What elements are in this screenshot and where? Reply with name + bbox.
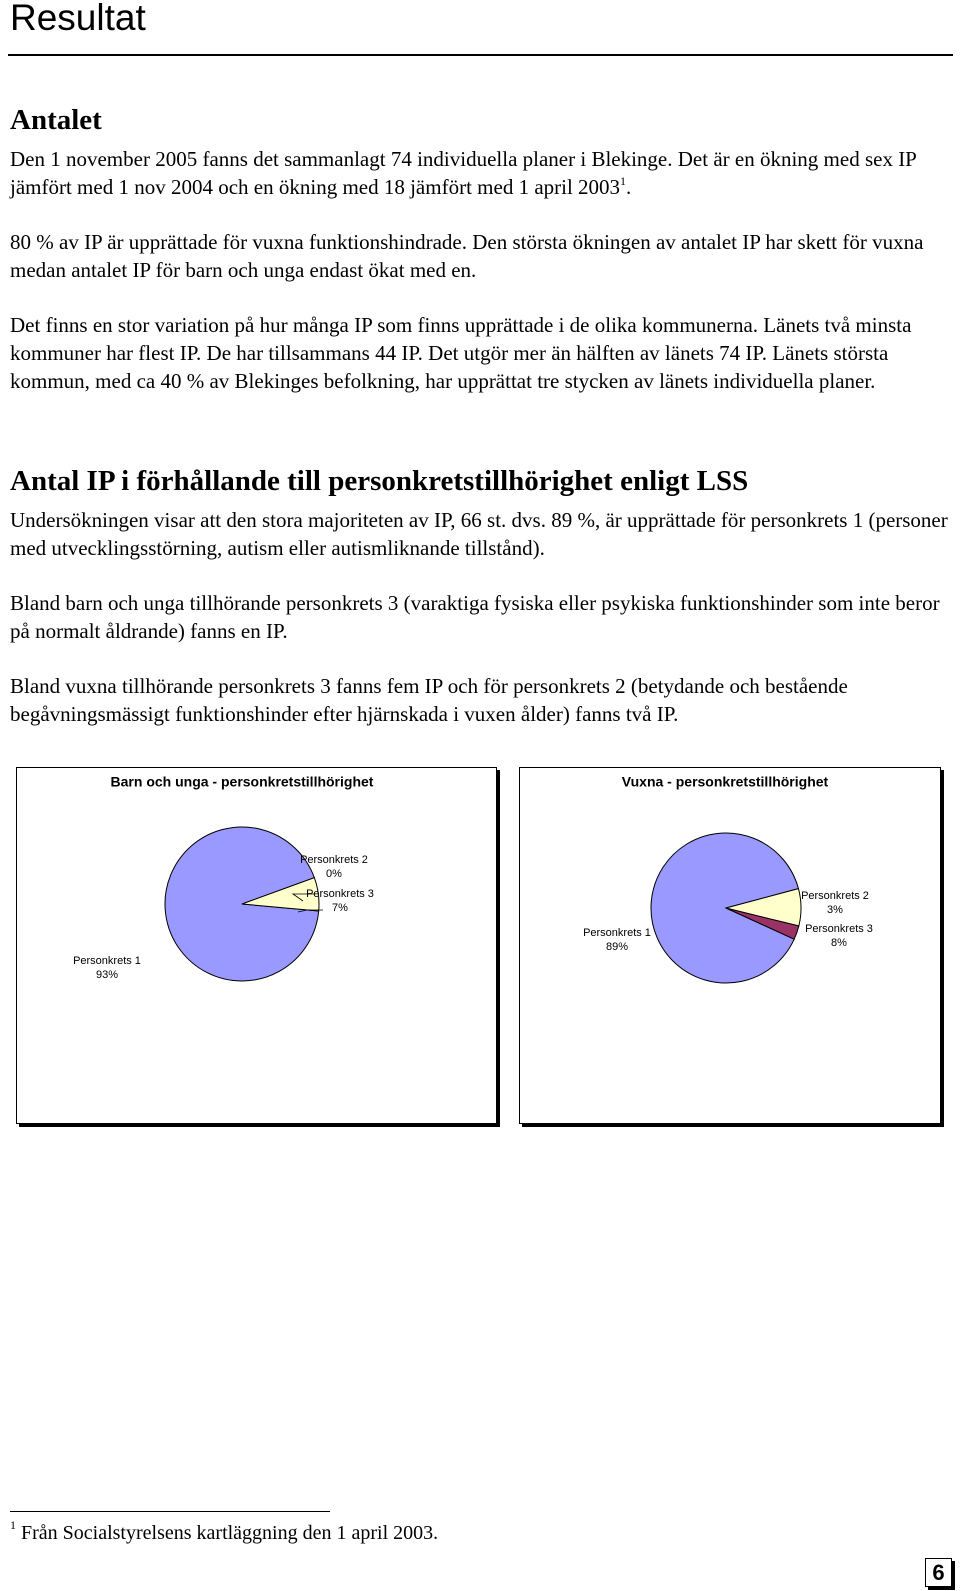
slice-label-name: Personkrets 1 [583, 927, 651, 939]
slice-label-name: Personkrets 3 [306, 888, 374, 900]
paragraph-text: Den 1 november 2005 fanns det sammanlagt 74 individuella planer i Blekinge. Det är en ökning med sex IP jämfört med 1 nov 2004 och en ökning med 18 jämfört med 1 april 2003 [10, 147, 917, 199]
slice-label-percent: 93% [95, 969, 119, 981]
pie-chart-svg [17, 768, 496, 1123]
slice-label-percent: 8% [831, 937, 847, 949]
pie-chart-svg [520, 768, 940, 1123]
chart-title: Barn och unga - personkretstillhörighet [110, 773, 374, 790]
slice-label-name: Personkrets 2 [801, 890, 869, 902]
slice-label-1 [73, 955, 141, 981]
section-heading-antalet: Antalet [10, 104, 102, 136]
footnote-text: Från Socialstyrelsens kartläggning den 1 april 2003. [21, 1522, 439, 1544]
pie-chart-barn-och-unga [16, 767, 497, 1124]
slice-label-percent: 3% [827, 904, 843, 916]
page-number: 6 [925, 1558, 952, 1587]
page-title: Resultat [10, 0, 146, 38]
chart-title: Vuxna - personkretstillhörighet [621, 773, 829, 790]
paragraph: Undersökningen visar att den stora majoriteten av IP, 66 st. dvs. 89 %, är upprättade för personkrets 1 (personer med utvecklingsstörning, autism eller autismliknande tillstånd). [10, 508, 948, 560]
title-rule [8, 54, 953, 56]
slice-label-3 [805, 923, 873, 949]
slice-label-2 [801, 890, 869, 916]
paragraph: Bland vuxna tillhörande personkrets 3 fanns fem IP och för personkrets 2 (betydande och bestående begåvningsmässigt funktionshinder efter hjärnskada i vuxen ålder) fanns två IP. [10, 674, 848, 726]
footnote-rule [10, 1511, 330, 1512]
slice-label-name: Personkrets 1 [73, 955, 141, 967]
footnote [10, 1520, 438, 1546]
paragraph: 80 % av IP är upprättade för vuxna funktionshindrade. Den största ökningen av antalet IP har skett för vuxna medan antalet IP för barn och unga endast ökat med en. [10, 230, 924, 282]
paragraph: Det finns en stor variation på hur många IP som finns upprättade i de olika kommunerna. Länets två minsta kommuner har flest IP. De har tillsammans 44 IP. Det utgör mer än hälften av länets 74 IP. Länets största kommun, med ca 40 % av Blekinges befolkning, har upprättat tre stycken av länets individuella planer. [10, 313, 912, 393]
pie-slices [651, 833, 801, 983]
pie-slices [165, 827, 319, 981]
slice-label-percent: 7% [332, 902, 348, 914]
slice-label-name: Personkrets 2 [300, 854, 368, 866]
slice-label-name: Personkrets 3 [805, 923, 873, 935]
pie-chart-vuxna [519, 767, 941, 1124]
slice-label-1 [583, 927, 651, 953]
paragraph: Bland barn och unga tillhörande personkrets 3 (varaktiga fysiska eller psykiska funktionshinder som inte beror på normalt åldrande) fanns en IP. [10, 591, 940, 643]
section-heading-personkrets: Antal IP i förhållande till personkretstillhörighet enligt LSS [10, 465, 749, 497]
footnote-reference[interactable]: 1 [620, 174, 627, 188]
paragraph-end: . [626, 175, 632, 199]
slice-label-percent: 89% [605, 941, 629, 953]
footnote-marker: 1 [10, 1518, 16, 1532]
paragraph [10, 145, 955, 201]
slice-label-percent: 0% [326, 868, 342, 880]
